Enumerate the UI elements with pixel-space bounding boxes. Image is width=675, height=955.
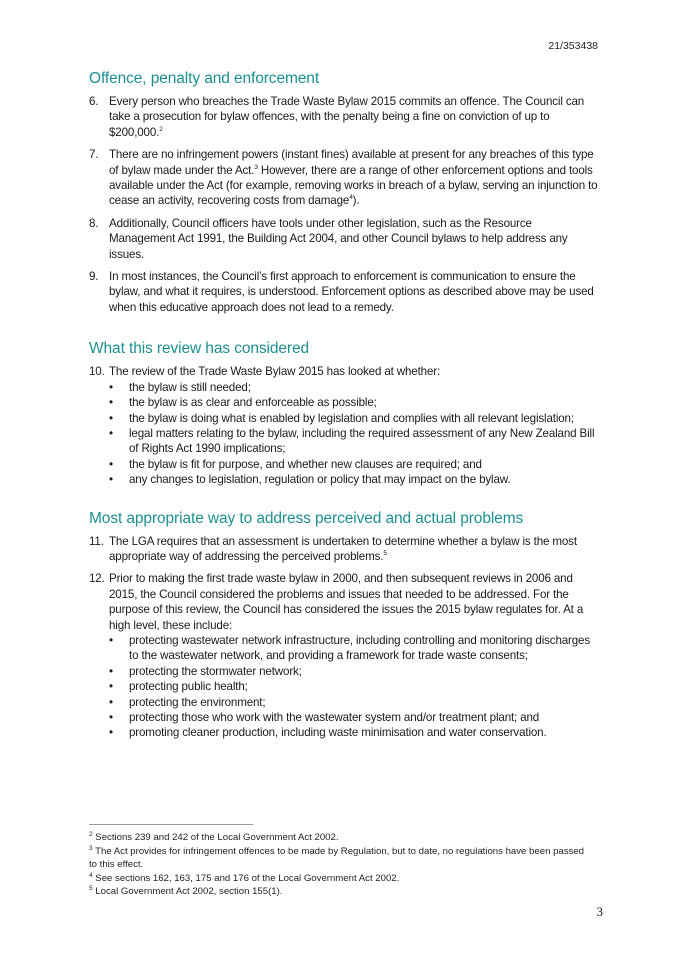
list-item: • any changes to legislation, regulation or policy that may impact on the bylaw. — [109, 473, 511, 487]
section-heading-offence: Offence, penalty and enforcement — [89, 70, 320, 87]
paragraph-text: However, there are a range of other enforcement options and tools available under the Act (for example, removing works in breach of a bylaw, serving an injunction to cease an activity, recovering costs from damage — [109, 163, 598, 208]
list-item: • the bylaw is doing what is enabled by legislation and complies with all relevant legislation; — [109, 411, 574, 425]
paragraph-number: 6. — [89, 95, 99, 108]
bullet-icon: • — [109, 680, 113, 694]
page-body — [89, 70, 599, 741]
list-item: • protecting those who work with the wastewater system and/or treatment plant; and — [109, 711, 540, 724]
footnote-ref[interactable]: 5 — [383, 550, 387, 558]
bullet-icon: • — [109, 664, 113, 678]
paragraph-text: Prior to making the first trade waste bylaw in 2000, and then subsequent reviews in 2006 and 2015, the Council considered the problems and issues that needed to be addressed. For the purpose of this review, the Council has considered the issues the 2015 bylaw regulates for. At a high level, these include: — [109, 572, 584, 632]
section-heading-review: What this review has considered — [89, 340, 310, 358]
review-criteria-list — [109, 380, 599, 488]
bullet-icon: • — [109, 426, 113, 440]
paragraph-number: 8. — [89, 216, 99, 230]
page-number: 3 — [596, 904, 603, 919]
bullet-icon: • — [109, 380, 113, 394]
list-item: • the bylaw is still needed; — [109, 380, 251, 394]
bullet-icon: • — [109, 411, 113, 425]
bullet-icon: • — [109, 726, 113, 740]
bullet-icon: • — [109, 711, 113, 724]
paragraph-number: 10. — [89, 365, 105, 379]
footnote-3: $^3$ The Act provides for infringement offences to be made by Regulation, but to date, no regulations have been passed to this effect. — [89, 844, 585, 871]
paragraph-number: 12. — [89, 572, 105, 586]
paragraph-7 — [89, 147, 599, 209]
list-item: • protecting the stormwater network; — [109, 664, 302, 678]
bullet-icon: • — [109, 457, 113, 471]
list-item: • the bylaw is as clear and enforceable as possible; — [109, 396, 377, 410]
list-item: • legal matters relating to the bylaw, including the required assessment of any New Zealand Bill of Rights Act 1990 implications; — [109, 426, 595, 456]
paragraph-number: 7. — [89, 148, 99, 162]
footnote-ref[interactable]: 3 — [254, 163, 258, 171]
list-item: • protecting public health; — [109, 680, 248, 694]
section-heading-appropriate-way: Most appropriate way to address perceived and actual problems — [89, 509, 524, 527]
paragraph-text: The LGA requires that an assessment is undertaken to determine whether a bylaw is the most appropriate way of addressing the perceived problems. — [109, 534, 577, 563]
footnote-ref[interactable]: 2 — [159, 125, 163, 133]
paragraph-11 — [89, 534, 599, 565]
list-item: • protecting wastewater network infrastructure, including controlling and monitoring discharges to the wastewater network, and providing a framework for trade waste consents; — [109, 633, 590, 663]
issues-list — [109, 633, 599, 741]
bullet-icon: • — [109, 396, 113, 410]
paragraph-6 — [89, 94, 599, 140]
paragraph-number: 9. — [89, 270, 99, 284]
footnote-ref[interactable]: 4 — [349, 194, 353, 202]
document-reference: 21/353438 — [548, 40, 598, 52]
footnote-2: $^2$ Sections 239 and 242 of the Local Government Act 2002. — [89, 830, 339, 843]
paragraph-text: The review of the Trade Waste Bylaw 2015 has looked at whether: — [109, 365, 441, 379]
paragraph-8 — [89, 216, 599, 262]
paragraph-text: In most instances, the Council’s first approach to enforcement is communication to ensure the bylaw, and what it requires, is understood. Enforcement options as described above may be used when this educative approach does not lead to a remedy. — [109, 270, 594, 314]
footnote-5: $^5$ Local Government Act 2002, section 155(1). — [89, 885, 283, 898]
paragraph-text: There are no infringement powers (instant fines) available at present for any breaches of this type of bylaw made under the Act. — [109, 148, 594, 177]
paragraph-text: Additionally, Council officers have tools under other legislation, such as the Resource Management Act 1991, the Building Act 2004, and other Council bylaws to help address any issues. — [109, 216, 568, 261]
paragraph-text: ). — [352, 194, 360, 208]
list-item: • promoting cleaner production, including waste minimisation and water conservation. — [109, 726, 547, 740]
footnote-4: $^4$ See sections 162, 163, 175 and 176 of the Local Government Act 2002. — [89, 871, 400, 884]
bullet-icon: • — [109, 633, 113, 647]
bullet-icon: • — [109, 695, 113, 709]
paragraph-12 — [89, 571, 599, 633]
paragraph-9 — [89, 269, 599, 315]
paragraph-10 — [89, 364, 599, 379]
list-item: • the bylaw is fit for purpose, and whether new clauses are required; and — [109, 457, 482, 471]
footnote-separator — [89, 824, 253, 825]
list-item: • protecting the environment; — [109, 695, 266, 709]
bullet-icon: • — [109, 473, 113, 487]
footnotes — [89, 831, 594, 899]
paragraph-text: Every person who breaches the Trade Waste Bylaw 2015 commits an offence. The Council can take a prosecution for bylaw offences, with the penalty being a fine on conviction of up to $200,000. — [109, 95, 585, 139]
paragraph-number: 11. — [89, 534, 104, 548]
